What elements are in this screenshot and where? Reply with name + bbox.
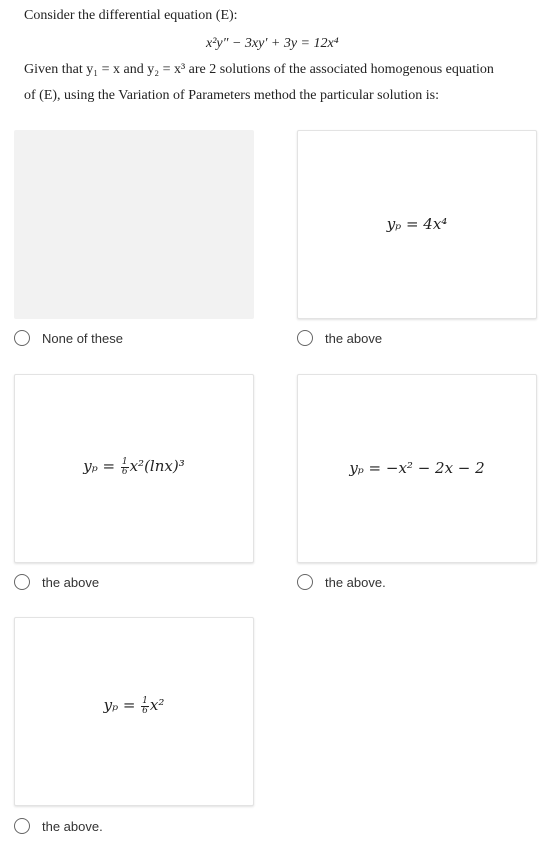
question-given: Given that y₁ = x and y₂ = x³ are 2 solutions of the associated homogenous equation — [24, 62, 494, 77]
formula-suffix: x²(lnx)³ — [129, 457, 185, 475]
fraction-denominator: 6 — [121, 466, 128, 477]
option-formula — [15, 457, 253, 477]
formula-prefix: yₚ = — [83, 457, 120, 475]
fraction — [141, 697, 149, 716]
option-choice-4x4[interactable] — [297, 330, 382, 346]
option-choice-none[interactable] — [14, 330, 123, 346]
option-card-x2[interactable] — [14, 617, 254, 806]
radio-button[interactable] — [14, 330, 30, 346]
option-label: the above. — [42, 818, 103, 834]
question-intro: Consider the differential equation (E): — [24, 8, 238, 23]
option-label: the above — [325, 330, 383, 346]
option-label: the above. — [325, 574, 386, 590]
differential-equation: x²y″ − 3xy′ + 3y = 12x⁴ — [206, 36, 339, 51]
option-card-quadratic[interactable] — [297, 374, 537, 563]
radio-button[interactable] — [297, 574, 313, 590]
fraction-numerator: 1 — [121, 456, 128, 467]
radio-button[interactable] — [14, 818, 30, 834]
option-formula — [15, 696, 253, 716]
option-card-none[interactable] — [14, 130, 254, 319]
option-choice-x2[interactable] — [14, 818, 103, 834]
option-choice-lnx[interactable] — [14, 574, 99, 590]
option-label: None of these — [42, 330, 123, 346]
option-card-lnx[interactable] — [14, 374, 254, 563]
option-card-4x4[interactable] — [297, 130, 537, 319]
formula-prefix: yₚ = — [103, 696, 141, 714]
fraction-numerator: 1 — [142, 695, 148, 706]
fraction-denominator: 6 — [142, 705, 148, 716]
question-instruction: of (E), using the Variation of Parameters method the particular solution is: — [24, 88, 439, 103]
formula-suffix: x² — [149, 696, 165, 714]
option-formula: yₚ = −x² − 2x − 2 — [349, 459, 485, 477]
radio-button[interactable] — [297, 330, 313, 346]
option-formula: yₚ = 4x⁴ — [386, 215, 448, 233]
option-choice-quadratic[interactable] — [297, 574, 386, 590]
fraction — [121, 458, 129, 477]
radio-button[interactable] — [14, 574, 30, 590]
option-label: the above — [42, 574, 100, 590]
